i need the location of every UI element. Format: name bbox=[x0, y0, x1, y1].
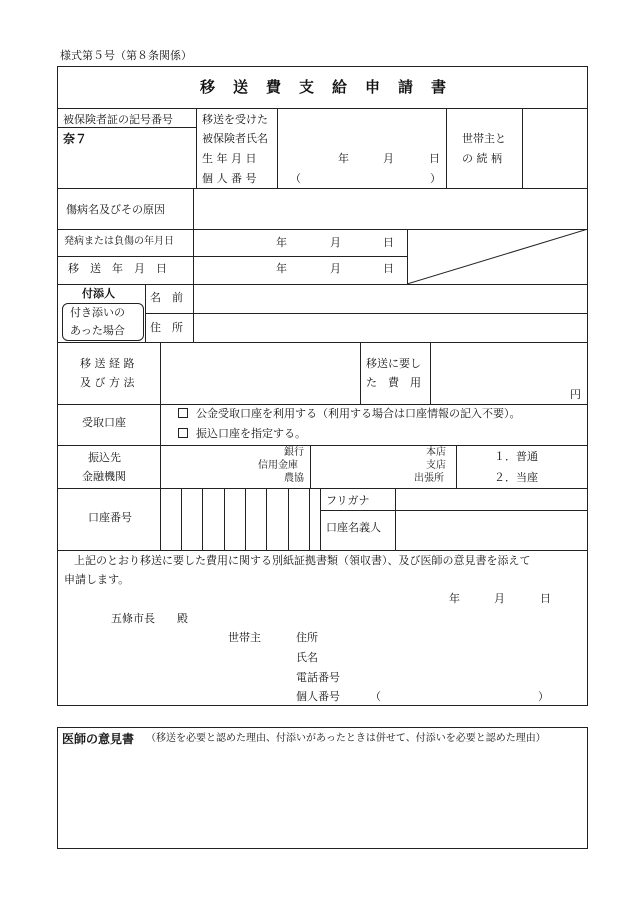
transfer-month-unit: 月 bbox=[330, 262, 341, 275]
route-label-1: 移 送 経 路 bbox=[80, 357, 135, 370]
bank-type-bank: 銀行 bbox=[284, 447, 304, 458]
main-form bbox=[57, 66, 588, 706]
doctor-opinion-box[interactable] bbox=[57, 727, 588, 849]
onset-label: 発病または負傷の年月日 bbox=[64, 236, 174, 247]
account-type-current[interactable]: ２．当座 bbox=[494, 471, 538, 484]
householder-personal-number-paren-open: （ bbox=[370, 690, 381, 703]
birth-month-unit: 月 bbox=[383, 152, 394, 165]
doctor-opinion-note: （移送を必要と認めた理由、付添いがあったときは併せて、付添いを必要と認めた理由） bbox=[146, 733, 546, 744]
currency-unit: 円 bbox=[570, 388, 581, 401]
branch-branch: 支店 bbox=[426, 460, 446, 471]
transfer-date-label: 移 送 年 月 日 bbox=[68, 262, 167, 275]
transfer-day-unit: 日 bbox=[383, 262, 394, 275]
householder-address-label: 住所 bbox=[296, 631, 318, 644]
bank-label-2: 金融機関 bbox=[82, 470, 126, 483]
receive-account-label: 受取口座 bbox=[82, 416, 126, 429]
insured-name-label: 被保険者氏名 bbox=[202, 132, 268, 145]
birthdate-label: 生 年 月 日 bbox=[202, 152, 257, 165]
personal-number-paren-open: （ bbox=[290, 172, 301, 185]
diagonal-strike bbox=[407, 229, 588, 284]
route-label-2: 及 び 方 法 bbox=[80, 376, 135, 389]
cost-label-2: た 費 用 bbox=[366, 376, 421, 389]
account-holder-label: 口座名義人 bbox=[326, 521, 381, 534]
householder-label: 世帯主 bbox=[228, 631, 261, 644]
declaration-day-unit: 日 bbox=[540, 592, 551, 605]
injury-label: 傷病名及びその原因 bbox=[66, 203, 165, 216]
furigana-label: フリガナ bbox=[326, 494, 370, 507]
attendant-note-2: あった場合 bbox=[70, 324, 125, 337]
householder-personal-number-label: 個人番号 bbox=[296, 690, 340, 703]
public-account-option-text: 公金受取口座を利用する（利用する場合は口座情報の記入不要）。 bbox=[196, 407, 521, 420]
transfer-year-unit: 年 bbox=[276, 262, 287, 275]
account-number-label: 口座番号 bbox=[88, 511, 132, 524]
onset-month-unit: 月 bbox=[330, 236, 341, 249]
branch-main: 本店 bbox=[426, 447, 446, 458]
bank-type-nokyo: 農協 bbox=[284, 473, 304, 484]
declaration-line-1: 上記のとおり移送に要した費用に関する別紙証拠書類（領収書）、及び医師の意見書を添えて bbox=[74, 554, 531, 567]
transfer-account-checkbox[interactable] bbox=[178, 428, 188, 438]
card-symbol-label: 被保険者証の記号番号 bbox=[63, 113, 173, 126]
personal-number-paren-close: ） bbox=[430, 172, 441, 185]
account-type-ordinary[interactable]: １．普通 bbox=[494, 450, 538, 463]
doctor-opinion-title: 医師の意見書 bbox=[62, 732, 135, 746]
transfer-recipient-label: 移送を受けた bbox=[202, 113, 268, 126]
attendant-label: 付添人 bbox=[82, 287, 115, 300]
relation-label-1: 世帯主と bbox=[462, 132, 506, 145]
public-account-checkbox[interactable] bbox=[178, 408, 188, 418]
householder-personal-number-paren-close: ） bbox=[538, 690, 549, 703]
householder-phone-label: 電話番号 bbox=[296, 671, 340, 684]
card-symbol-value[interactable]: 奈７ bbox=[63, 132, 88, 146]
transfer-account-option[interactable] bbox=[178, 428, 306, 439]
bank-label-1: 振込先 bbox=[88, 451, 121, 464]
cost-label-1: 移送に要し bbox=[366, 357, 421, 370]
attendant-note-1: 付き添いの bbox=[70, 306, 125, 319]
declaration-month-unit: 月 bbox=[494, 592, 505, 605]
relation-label-2: の 続 柄 bbox=[462, 152, 502, 165]
public-account-option[interactable] bbox=[178, 408, 521, 419]
attendant-address-label: 住 所 bbox=[150, 321, 183, 334]
declaration-line-2: 申請します。 bbox=[64, 573, 130, 586]
onset-year-unit: 年 bbox=[276, 236, 287, 249]
bank-type-shinkin: 信用金庫 bbox=[258, 460, 298, 471]
attendant-name-label: 名 前 bbox=[150, 291, 183, 304]
form-number: 様式第５号（第８条関係） bbox=[60, 49, 192, 62]
addressee: 五條市長 殿 bbox=[111, 612, 188, 625]
branch-sub: 出張所 bbox=[414, 473, 444, 484]
form-title: 移送費支給申請書 bbox=[200, 78, 465, 96]
birth-day-unit: 日 bbox=[429, 152, 440, 165]
onset-day-unit: 日 bbox=[383, 236, 394, 249]
personal-number-label: 個 人 番 号 bbox=[202, 172, 257, 185]
householder-name-label: 氏名 bbox=[296, 651, 318, 664]
birth-year-unit: 年 bbox=[338, 152, 349, 165]
declaration-year-unit: 年 bbox=[449, 592, 460, 605]
transfer-account-option-text: 振込口座を指定する。 bbox=[196, 427, 306, 440]
